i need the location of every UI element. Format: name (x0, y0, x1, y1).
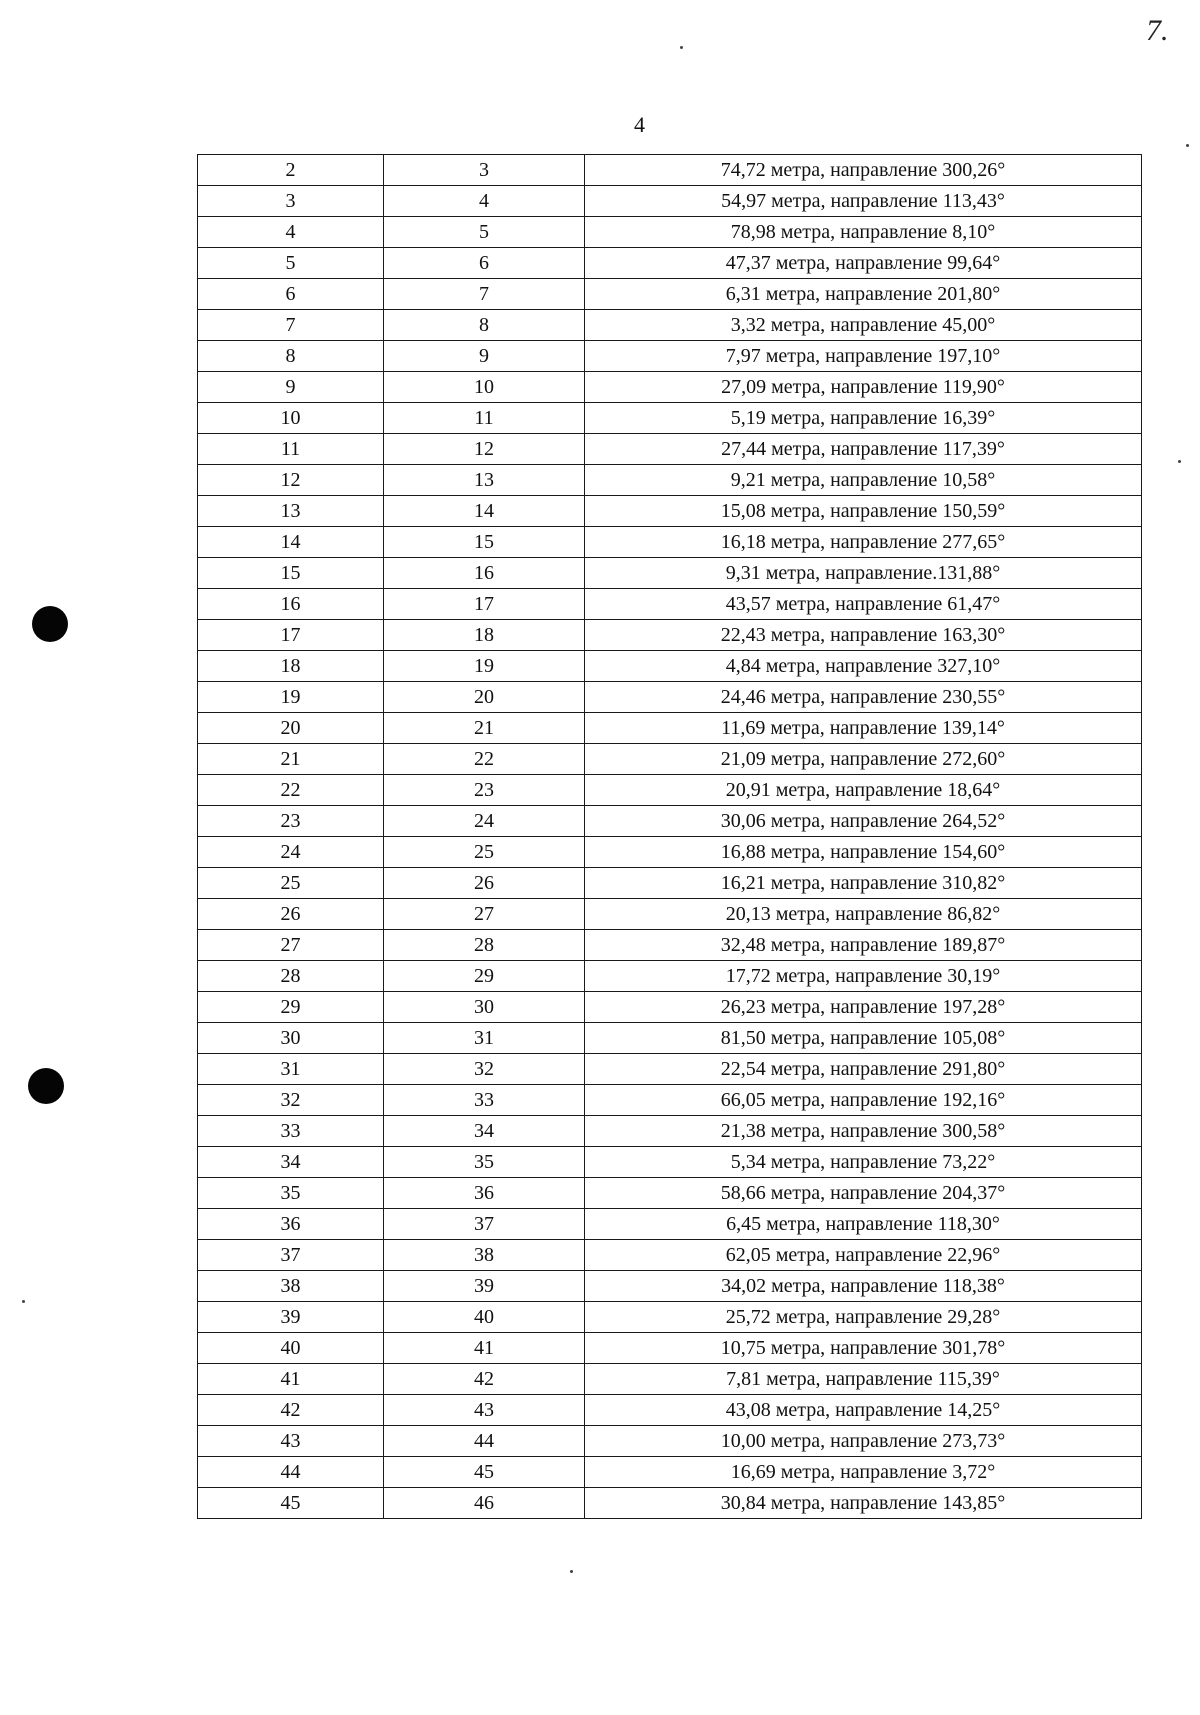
point-to-cell: 32 (384, 1054, 585, 1085)
segment-description-cell: 30,06 метра, направление 264,52° (585, 806, 1142, 837)
segment-description-cell: 15,08 метра, направление 150,59° (585, 496, 1142, 527)
table-row (198, 589, 1142, 620)
segment-description-cell: 9,31 метра, направление.131,88° (585, 558, 1142, 589)
segment-description-cell: 5,19 метра, направление 16,39° (585, 403, 1142, 434)
segment-description-cell: 26,23 метра, направление 197,28° (585, 992, 1142, 1023)
point-to-cell: 30 (384, 992, 585, 1023)
segment-description-cell: 27,09 метра, направление 119,90° (585, 372, 1142, 403)
point-from-cell: 22 (198, 775, 384, 806)
table-row (198, 155, 1142, 186)
point-from-cell: 7 (198, 310, 384, 341)
point-from-cell: 38 (198, 1271, 384, 1302)
point-to-cell: 39 (384, 1271, 585, 1302)
point-from-cell: 28 (198, 961, 384, 992)
segment-description-cell: 21,38 метра, направление 300,58° (585, 1116, 1142, 1147)
point-from-cell: 11 (198, 434, 384, 465)
table-row (198, 1178, 1142, 1209)
point-to-cell: 11 (384, 403, 585, 434)
table-row (198, 217, 1142, 248)
table-row (198, 992, 1142, 1023)
point-to-cell: 16 (384, 558, 585, 589)
segment-description-cell: 20,91 метра, направление 18,64° (585, 775, 1142, 806)
table-body (198, 155, 1142, 1519)
point-from-cell: 16 (198, 589, 384, 620)
point-to-cell: 13 (384, 465, 585, 496)
point-from-cell: 19 (198, 682, 384, 713)
point-to-cell: 5 (384, 217, 585, 248)
segment-description-cell: 32,48 метра, направление 189,87° (585, 930, 1142, 961)
point-from-cell: 37 (198, 1240, 384, 1271)
point-from-cell: 9 (198, 372, 384, 403)
table-row (198, 186, 1142, 217)
point-to-cell: 15 (384, 527, 585, 558)
table-row (198, 1271, 1142, 1302)
segment-description-cell: 62,05 метра, направление 22,96° (585, 1240, 1142, 1271)
point-from-cell: 4 (198, 217, 384, 248)
point-from-cell: 2 (198, 155, 384, 186)
segment-description-cell: 22,54 метра, направление 291,80° (585, 1054, 1142, 1085)
point-from-cell: 43 (198, 1426, 384, 1457)
point-from-cell: 40 (198, 1333, 384, 1364)
segment-description-cell: 6,45 метра, направление 118,30° (585, 1209, 1142, 1240)
point-to-cell: 28 (384, 930, 585, 961)
point-to-cell: 21 (384, 713, 585, 744)
table-row (198, 372, 1142, 403)
table-row (198, 806, 1142, 837)
point-to-cell: 7 (384, 279, 585, 310)
segment-description-cell: 3,32 метра, направление 45,00° (585, 310, 1142, 341)
point-to-cell: 17 (384, 589, 585, 620)
table-row (198, 434, 1142, 465)
point-from-cell: 34 (198, 1147, 384, 1178)
point-from-cell: 18 (198, 651, 384, 682)
point-to-cell: 45 (384, 1457, 585, 1488)
table-row (198, 1209, 1142, 1240)
point-to-cell: 37 (384, 1209, 585, 1240)
segment-description-cell: 6,31 метра, направление 201,80° (585, 279, 1142, 310)
table-row (198, 1302, 1142, 1333)
point-to-cell: 27 (384, 899, 585, 930)
point-from-cell: 41 (198, 1364, 384, 1395)
point-to-cell: 35 (384, 1147, 585, 1178)
segment-description-cell: 16,18 метра, направление 277,65° (585, 527, 1142, 558)
table-row (198, 465, 1142, 496)
point-from-cell: 12 (198, 465, 384, 496)
table-row (198, 930, 1142, 961)
point-from-cell: 32 (198, 1085, 384, 1116)
table-row (198, 1116, 1142, 1147)
table-row (198, 1426, 1142, 1457)
segment-description-cell: 21,09 метра, направление 272,60° (585, 744, 1142, 775)
table-row (198, 1333, 1142, 1364)
point-from-cell: 39 (198, 1302, 384, 1333)
point-from-cell: 42 (198, 1395, 384, 1426)
segment-description-cell: 16,69 метра, направление 3,72° (585, 1457, 1142, 1488)
table-row (198, 899, 1142, 930)
segment-description-cell: 30,84 метра, направление 143,85° (585, 1488, 1142, 1519)
segment-description-cell: 7,97 метра, направление 197,10° (585, 341, 1142, 372)
table-row (198, 1240, 1142, 1271)
punch-hole-bottom (28, 1068, 64, 1104)
segment-description-cell: 16,21 метра, направление 310,82° (585, 868, 1142, 899)
point-from-cell: 36 (198, 1209, 384, 1240)
point-from-cell: 23 (198, 806, 384, 837)
table-row (198, 1054, 1142, 1085)
point-from-cell: 3 (198, 186, 384, 217)
segment-description-cell: 47,37 метра, направление 99,64° (585, 248, 1142, 279)
segment-description-cell: 43,08 метра, направление 14,25° (585, 1395, 1142, 1426)
point-from-cell: 27 (198, 930, 384, 961)
table-row (198, 1457, 1142, 1488)
point-to-cell: 31 (384, 1023, 585, 1054)
point-from-cell: 44 (198, 1457, 384, 1488)
table-row (198, 1085, 1142, 1116)
point-from-cell: 14 (198, 527, 384, 558)
point-from-cell: 13 (198, 496, 384, 527)
point-to-cell: 38 (384, 1240, 585, 1271)
scan-speck (22, 1300, 25, 1303)
table-row (198, 279, 1142, 310)
page-number: 4 (634, 112, 645, 137)
segment-description-cell: 34,02 метра, направление 118,38° (585, 1271, 1142, 1302)
point-from-cell: 6 (198, 279, 384, 310)
segment-description-cell: 66,05 метра, направление 192,16° (585, 1085, 1142, 1116)
segment-description-cell: 7,81 метра, направление 115,39° (585, 1364, 1142, 1395)
segment-description-cell: 4,84 метра, направление 327,10° (585, 651, 1142, 682)
point-to-cell: 29 (384, 961, 585, 992)
handwritten-page-mark: 7. (1146, 14, 1169, 47)
point-to-cell: 8 (384, 310, 585, 341)
boundary-segments-table (197, 154, 1142, 1519)
point-from-cell: 5 (198, 248, 384, 279)
point-from-cell: 24 (198, 837, 384, 868)
point-to-cell: 18 (384, 620, 585, 651)
point-to-cell: 3 (384, 155, 585, 186)
table-row (198, 775, 1142, 806)
segment-description-cell: 74,72 метра, направление 300,26° (585, 155, 1142, 186)
point-from-cell: 45 (198, 1488, 384, 1519)
table-row (198, 403, 1142, 434)
point-to-cell: 33 (384, 1085, 585, 1116)
segment-description-cell: 9,21 метра, направление 10,58° (585, 465, 1142, 496)
point-to-cell: 41 (384, 1333, 585, 1364)
table-row (198, 651, 1142, 682)
scan-speck (1178, 460, 1181, 463)
point-from-cell: 26 (198, 899, 384, 930)
table-row (198, 558, 1142, 589)
point-to-cell: 23 (384, 775, 585, 806)
point-from-cell: 30 (198, 1023, 384, 1054)
table-row (198, 620, 1142, 651)
table-row (198, 868, 1142, 899)
point-from-cell: 10 (198, 403, 384, 434)
table-row (198, 310, 1142, 341)
point-to-cell: 20 (384, 682, 585, 713)
point-to-cell: 14 (384, 496, 585, 527)
point-to-cell: 19 (384, 651, 585, 682)
table-row (198, 837, 1142, 868)
scan-speck (680, 46, 683, 49)
segment-description-cell: 11,69 метра, направление 139,14° (585, 713, 1142, 744)
point-to-cell: 24 (384, 806, 585, 837)
point-from-cell: 21 (198, 744, 384, 775)
table-row (198, 248, 1142, 279)
point-to-cell: 25 (384, 837, 585, 868)
segment-description-cell: 16,88 метра, направление 154,60° (585, 837, 1142, 868)
segment-description-cell: 5,34 метра, направление 73,22° (585, 1147, 1142, 1178)
segment-description-cell: 27,44 метра, направление 117,39° (585, 434, 1142, 465)
table-row (198, 527, 1142, 558)
segment-description-cell: 43,57 метра, направление 61,47° (585, 589, 1142, 620)
point-to-cell: 42 (384, 1364, 585, 1395)
scan-speck (1186, 144, 1189, 147)
table-row (198, 682, 1142, 713)
table-row (198, 713, 1142, 744)
point-to-cell: 46 (384, 1488, 585, 1519)
table-row (198, 1395, 1142, 1426)
punch-hole-top (32, 606, 68, 642)
point-from-cell: 20 (198, 713, 384, 744)
point-from-cell: 25 (198, 868, 384, 899)
segment-description-cell: 58,66 метра, направление 204,37° (585, 1178, 1142, 1209)
segment-description-cell: 81,50 метра, направление 105,08° (585, 1023, 1142, 1054)
segment-description-cell: 24,46 метра, направление 230,55° (585, 682, 1142, 713)
point-to-cell: 44 (384, 1426, 585, 1457)
point-from-cell: 35 (198, 1178, 384, 1209)
point-from-cell: 8 (198, 341, 384, 372)
table-row (198, 1147, 1142, 1178)
point-to-cell: 4 (384, 186, 585, 217)
point-from-cell: 15 (198, 558, 384, 589)
segment-description-cell: 10,75 метра, направление 301,78° (585, 1333, 1142, 1364)
point-to-cell: 9 (384, 341, 585, 372)
point-from-cell: 17 (198, 620, 384, 651)
segment-description-cell: 78,98 метра, направление 8,10° (585, 217, 1142, 248)
table-row (198, 1023, 1142, 1054)
point-to-cell: 36 (384, 1178, 585, 1209)
table-row (198, 496, 1142, 527)
scan-speck (570, 1570, 573, 1573)
segment-description-cell: 17,72 метра, направление 30,19° (585, 961, 1142, 992)
point-to-cell: 6 (384, 248, 585, 279)
point-from-cell: 33 (198, 1116, 384, 1147)
point-to-cell: 34 (384, 1116, 585, 1147)
point-to-cell: 26 (384, 868, 585, 899)
point-to-cell: 40 (384, 1302, 585, 1333)
point-from-cell: 29 (198, 992, 384, 1023)
segment-description-cell: 25,72 метра, направление 29,28° (585, 1302, 1142, 1333)
segment-description-cell: 20,13 метра, направление 86,82° (585, 899, 1142, 930)
table-row (198, 1488, 1142, 1519)
table-row (198, 341, 1142, 372)
segment-description-cell: 22,43 метра, направление 163,30° (585, 620, 1142, 651)
point-from-cell: 31 (198, 1054, 384, 1085)
point-to-cell: 22 (384, 744, 585, 775)
segment-description-cell: 54,97 метра, направление 113,43° (585, 186, 1142, 217)
table-row (198, 961, 1142, 992)
segment-description-cell: 10,00 метра, направление 273,73° (585, 1426, 1142, 1457)
table-row (198, 1364, 1142, 1395)
point-to-cell: 12 (384, 434, 585, 465)
point-to-cell: 10 (384, 372, 585, 403)
table-row (198, 744, 1142, 775)
point-to-cell: 43 (384, 1395, 585, 1426)
